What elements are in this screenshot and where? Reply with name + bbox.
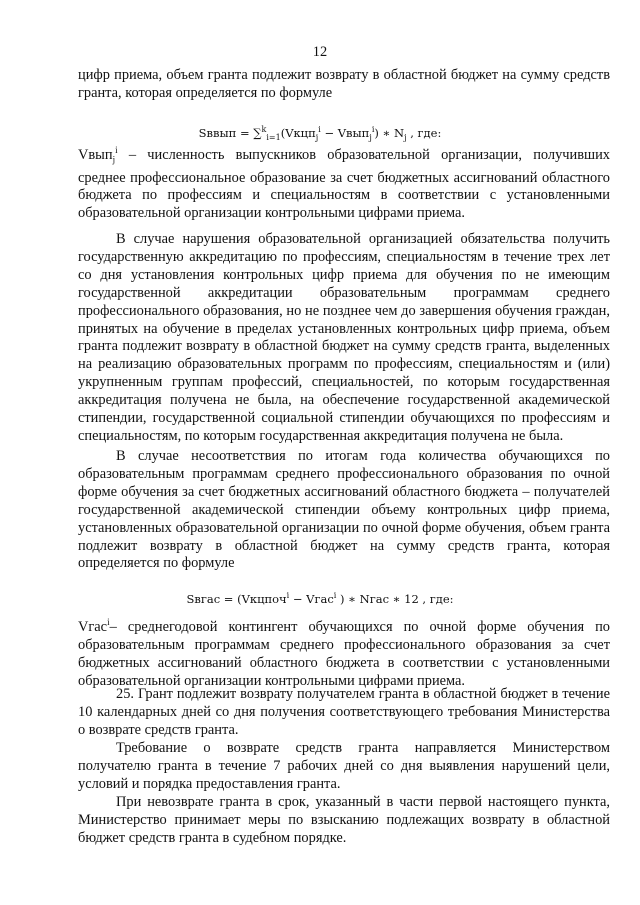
- formula-scholarship: Sвгас = (Vкцпоч$^i$ − Vгас$^i$ ) ∗ Nгас ∗ 12 , где:: [186, 591, 454, 606]
- paragraph-scholarship: В случае несоответствия по итогам года количества обучающихся по образовательным программам среднего профессионального образования по очной форме обучения за счет бюджетных ассигнований областного бюджета – получателей государственной академической стипендии объему контрольных цифр приема, установленных образовательной организации по очной форме обучения, объем гранта подлежит возврату в областной бюджет на сумму средств гранта, которая определяется по формуле: [78, 448, 610, 572]
- paragraph-intro: цифр приема, объем гранта подлежит возврату в областной бюджет на сумму средств гранта, которая определяется по формуле: [78, 67, 610, 101]
- paragraph-25: 25. Грант подлежит возврату получателем гранта в областной бюджет в течение 10 календарных дней со дня получения соответствующего требования Министерства о возврате средств гранта.: [78, 686, 610, 738]
- paragraph-accreditation: В случае нарушения образовательной организацией обязательства получить государственную аккредитацию по профессиям, специальностям в течение трех лет со дня установления контрольных цифр приема для обучения по не имеющим государственной аккредитации образовательным программам среднего профессионального образования, но не позднее чем до завершения обучения граждан, принятых на обучение в пределах установленных контрольных цифр приема, объем гранта подлежит возврату в областной бюджет на сумму средств гранта, выделенных на реализацию образовательных программ по профессиям, специальностям и (или) укрупненным группам профессий, специальностей, по которым государственная аккредитация получена не была, на обеспечение государственной академической стипендии, государственной социальной стипендии обучающихся по профессиям и специальностям, по которым государственная аккредитация получена не была.: [78, 231, 610, 444]
- definition-graduates: Vвып$_j^i$ – численность выпускников образовательной организации, получивших среднее профессиональное образование за счет бюджетных ассигнований областного бюджета по профессиям и специальностям в соответствии с установленными образовательной организации контрольными цифрами приема.: [78, 145, 610, 222]
- definition-scholarship: Vгас$^i$– среднегодовой контингент обучающихся по очной форме обучения по образовательным программам среднего профессионального образования за счет бюджетных ассигнований областного бюджета в соответствии с установленными образовательной организации контрольными цифрами приема.: [78, 617, 610, 689]
- paragraph-requirement: Требование о возврате средств гранта направляется Министерством получателю гранта в течение 7 рабочих дней со дня выявления нарушений цели, условий и порядка предоставления гранта.: [78, 740, 610, 792]
- term-scholarship: Vгас: [78, 618, 108, 635]
- formula-graduates: Sввып = ∑$^k_{i=1}$(Vкцп$_j^i$ − Vвып$_j^i$) ∗ $N_j$ , где:: [198, 125, 442, 143]
- page-number: 12: [312, 44, 328, 60]
- term-graduates: Vвып: [78, 146, 113, 163]
- paragraph-non-return: При невозврате гранта в срок, указанный в части первой настоящего пункта, Министерство принимает меры по взысканию подлежащих возврату в областной бюджет средств гранта в судебном порядке.: [78, 794, 610, 846]
